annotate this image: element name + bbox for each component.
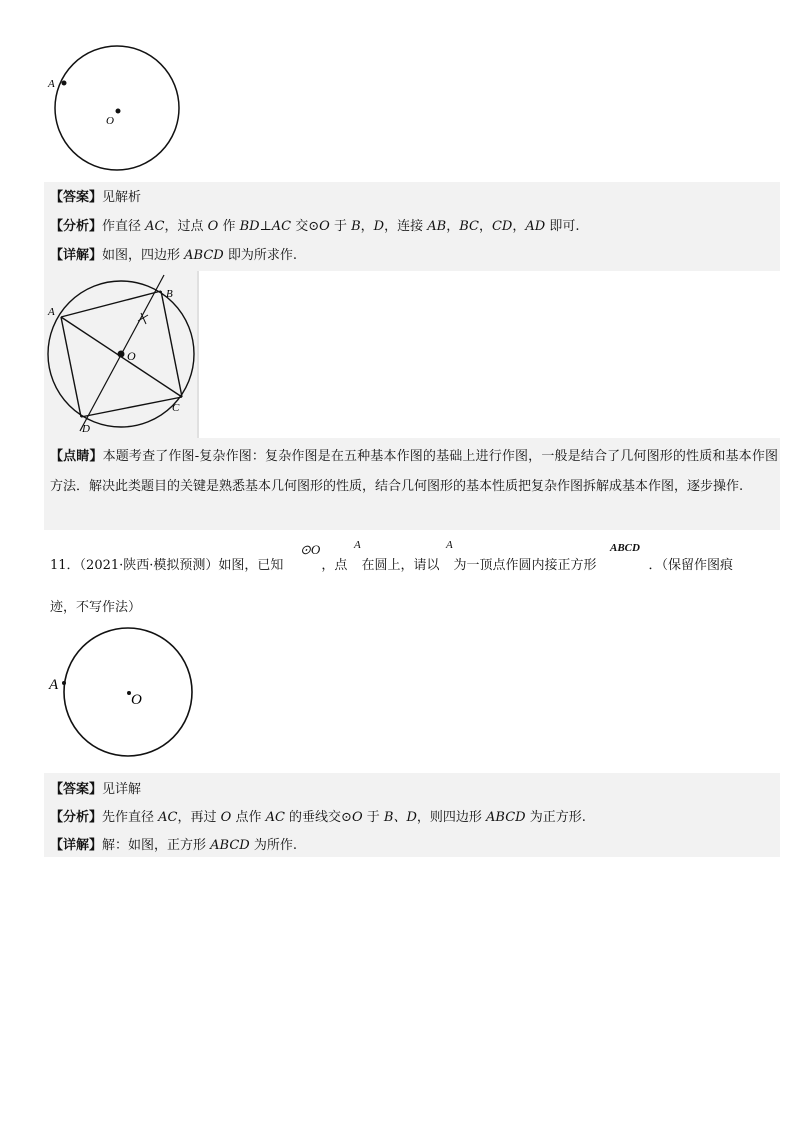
label-b: B [166, 288, 173, 300]
question-11-line-2 [50, 596, 141, 615]
analysis-text: 即可. [545, 219, 580, 234]
analysis-text: ，则四边形 [416, 810, 487, 825]
question-text: 迹，不写作法） [50, 600, 142, 615]
figure-inscribed-square [44, 271, 199, 438]
point-a-dot [62, 681, 66, 685]
analysis-text: 于 [362, 810, 384, 825]
math-o: O [351, 810, 363, 825]
analysis-line-11 [50, 806, 586, 825]
analysis-text: ， [360, 219, 374, 234]
analysis-text: 作直径 [102, 219, 146, 234]
symbol-a: A [354, 539, 361, 551]
answer-text: 见详解 [102, 782, 142, 797]
analysis-tag: 【分析】 [50, 219, 103, 234]
comment-paragraph [50, 442, 778, 502]
math-ac: AC [265, 810, 285, 825]
detail-line-11 [50, 834, 297, 853]
answer-text: 见解析 [102, 190, 142, 205]
detail-text: 解：如图，正方形 [102, 838, 211, 853]
analysis-text: ，过点 [164, 219, 208, 234]
math-d: D [373, 219, 385, 234]
point-a-dot [62, 81, 67, 86]
center-o-dot [118, 351, 125, 358]
label-o: O [131, 692, 142, 708]
side-da [61, 317, 81, 417]
center-o-dot [116, 109, 121, 114]
symbol-circle-o: ⊙O [300, 542, 321, 557]
analysis-text: 点作 [231, 810, 266, 825]
answer-tag: 【答案】 [50, 782, 103, 797]
detail-tag: 【详解】 [50, 838, 103, 853]
analysis-text: ，连接 [384, 219, 428, 234]
analysis-text: 为正方形. [525, 810, 586, 825]
math-bd: B、D [383, 810, 417, 825]
answer-line-10 [50, 186, 141, 205]
question-text: 如图，已知 [218, 558, 284, 573]
analysis-text: ， [446, 219, 460, 234]
question-text: ，点 [321, 558, 348, 573]
math-o: O [220, 810, 232, 825]
math-o: O [319, 219, 330, 234]
math-abcd: ABCD [210, 838, 250, 853]
detail-tag: 【详解】 [50, 248, 103, 263]
side-bc [161, 291, 182, 397]
math-ac: AC [145, 219, 165, 234]
question-text: 在圆上，请以 [361, 558, 440, 573]
symbol-a: A [446, 539, 453, 551]
analysis-text: 交⊙ [291, 219, 320, 234]
symbol-abcd: ABCD [610, 542, 640, 554]
math-bd-ac: BD⊥AC [239, 219, 292, 234]
analysis-text: ， [478, 219, 492, 234]
math-cd: CD [491, 219, 513, 234]
answer-tag: 【答案】 [50, 190, 103, 205]
question-source: （2021·陕西·模拟预测） [79, 558, 219, 573]
question-text: 为一顶点作圆内接正方形 [453, 558, 597, 573]
analysis-text: 的垂线交⊙ [284, 810, 352, 825]
circle-1 [55, 46, 179, 170]
math-ac: AC [158, 810, 178, 825]
label-d: D [82, 423, 90, 435]
detail-text: 为所作. [249, 838, 297, 853]
detail-line-10 [50, 244, 297, 263]
analysis-text: 先作直径 [102, 810, 159, 825]
math-o: O [207, 219, 219, 234]
detail-text: 即为所求作. [223, 248, 297, 263]
math-ab: AB [427, 219, 447, 234]
analysis-text: ， [512, 219, 526, 234]
analysis-text: 作 [218, 219, 240, 234]
analysis-text: 于 [329, 219, 352, 234]
math-bc: BC [459, 219, 479, 234]
figure-circle-1 [44, 40, 194, 180]
label-a: A [48, 306, 55, 318]
label-a: A [48, 78, 55, 90]
comment-text: 本题考查了作图-复杂作图：复杂作图是在五种基本作图的基础上进行作图，一般是结合了几何图形的性质和基本作图方法．解决此类题目的关键是熟悉基本几何图形的性质，结合几何图形的基本性质把复杂作图拆解成基本作图，逐步操作. [50, 449, 778, 494]
label-o: O [127, 349, 136, 363]
math-ad: AD [525, 219, 546, 234]
analysis-text: ，再过 [177, 810, 221, 825]
math-b: B [351, 219, 361, 234]
answer-line-11 [50, 778, 141, 797]
analysis-tag: 【分析】 [50, 810, 103, 825]
math-abcd: ABCD [184, 248, 224, 263]
label-c: C [172, 402, 180, 414]
label-a: A [49, 677, 59, 693]
question-number: 11． [50, 558, 80, 573]
detail-text: 如图，四边形 [102, 248, 185, 263]
question-text: ．（保留作图痕 [648, 558, 733, 573]
math-abcd: ABCD [486, 810, 526, 825]
question-11-line-1 [50, 554, 733, 573]
label-o: O [106, 115, 114, 127]
side-ab [61, 291, 161, 317]
analysis-line-10 [50, 215, 579, 234]
figure-circle-3 [44, 624, 204, 759]
comment-tag: 【点睛】 [50, 449, 103, 464]
